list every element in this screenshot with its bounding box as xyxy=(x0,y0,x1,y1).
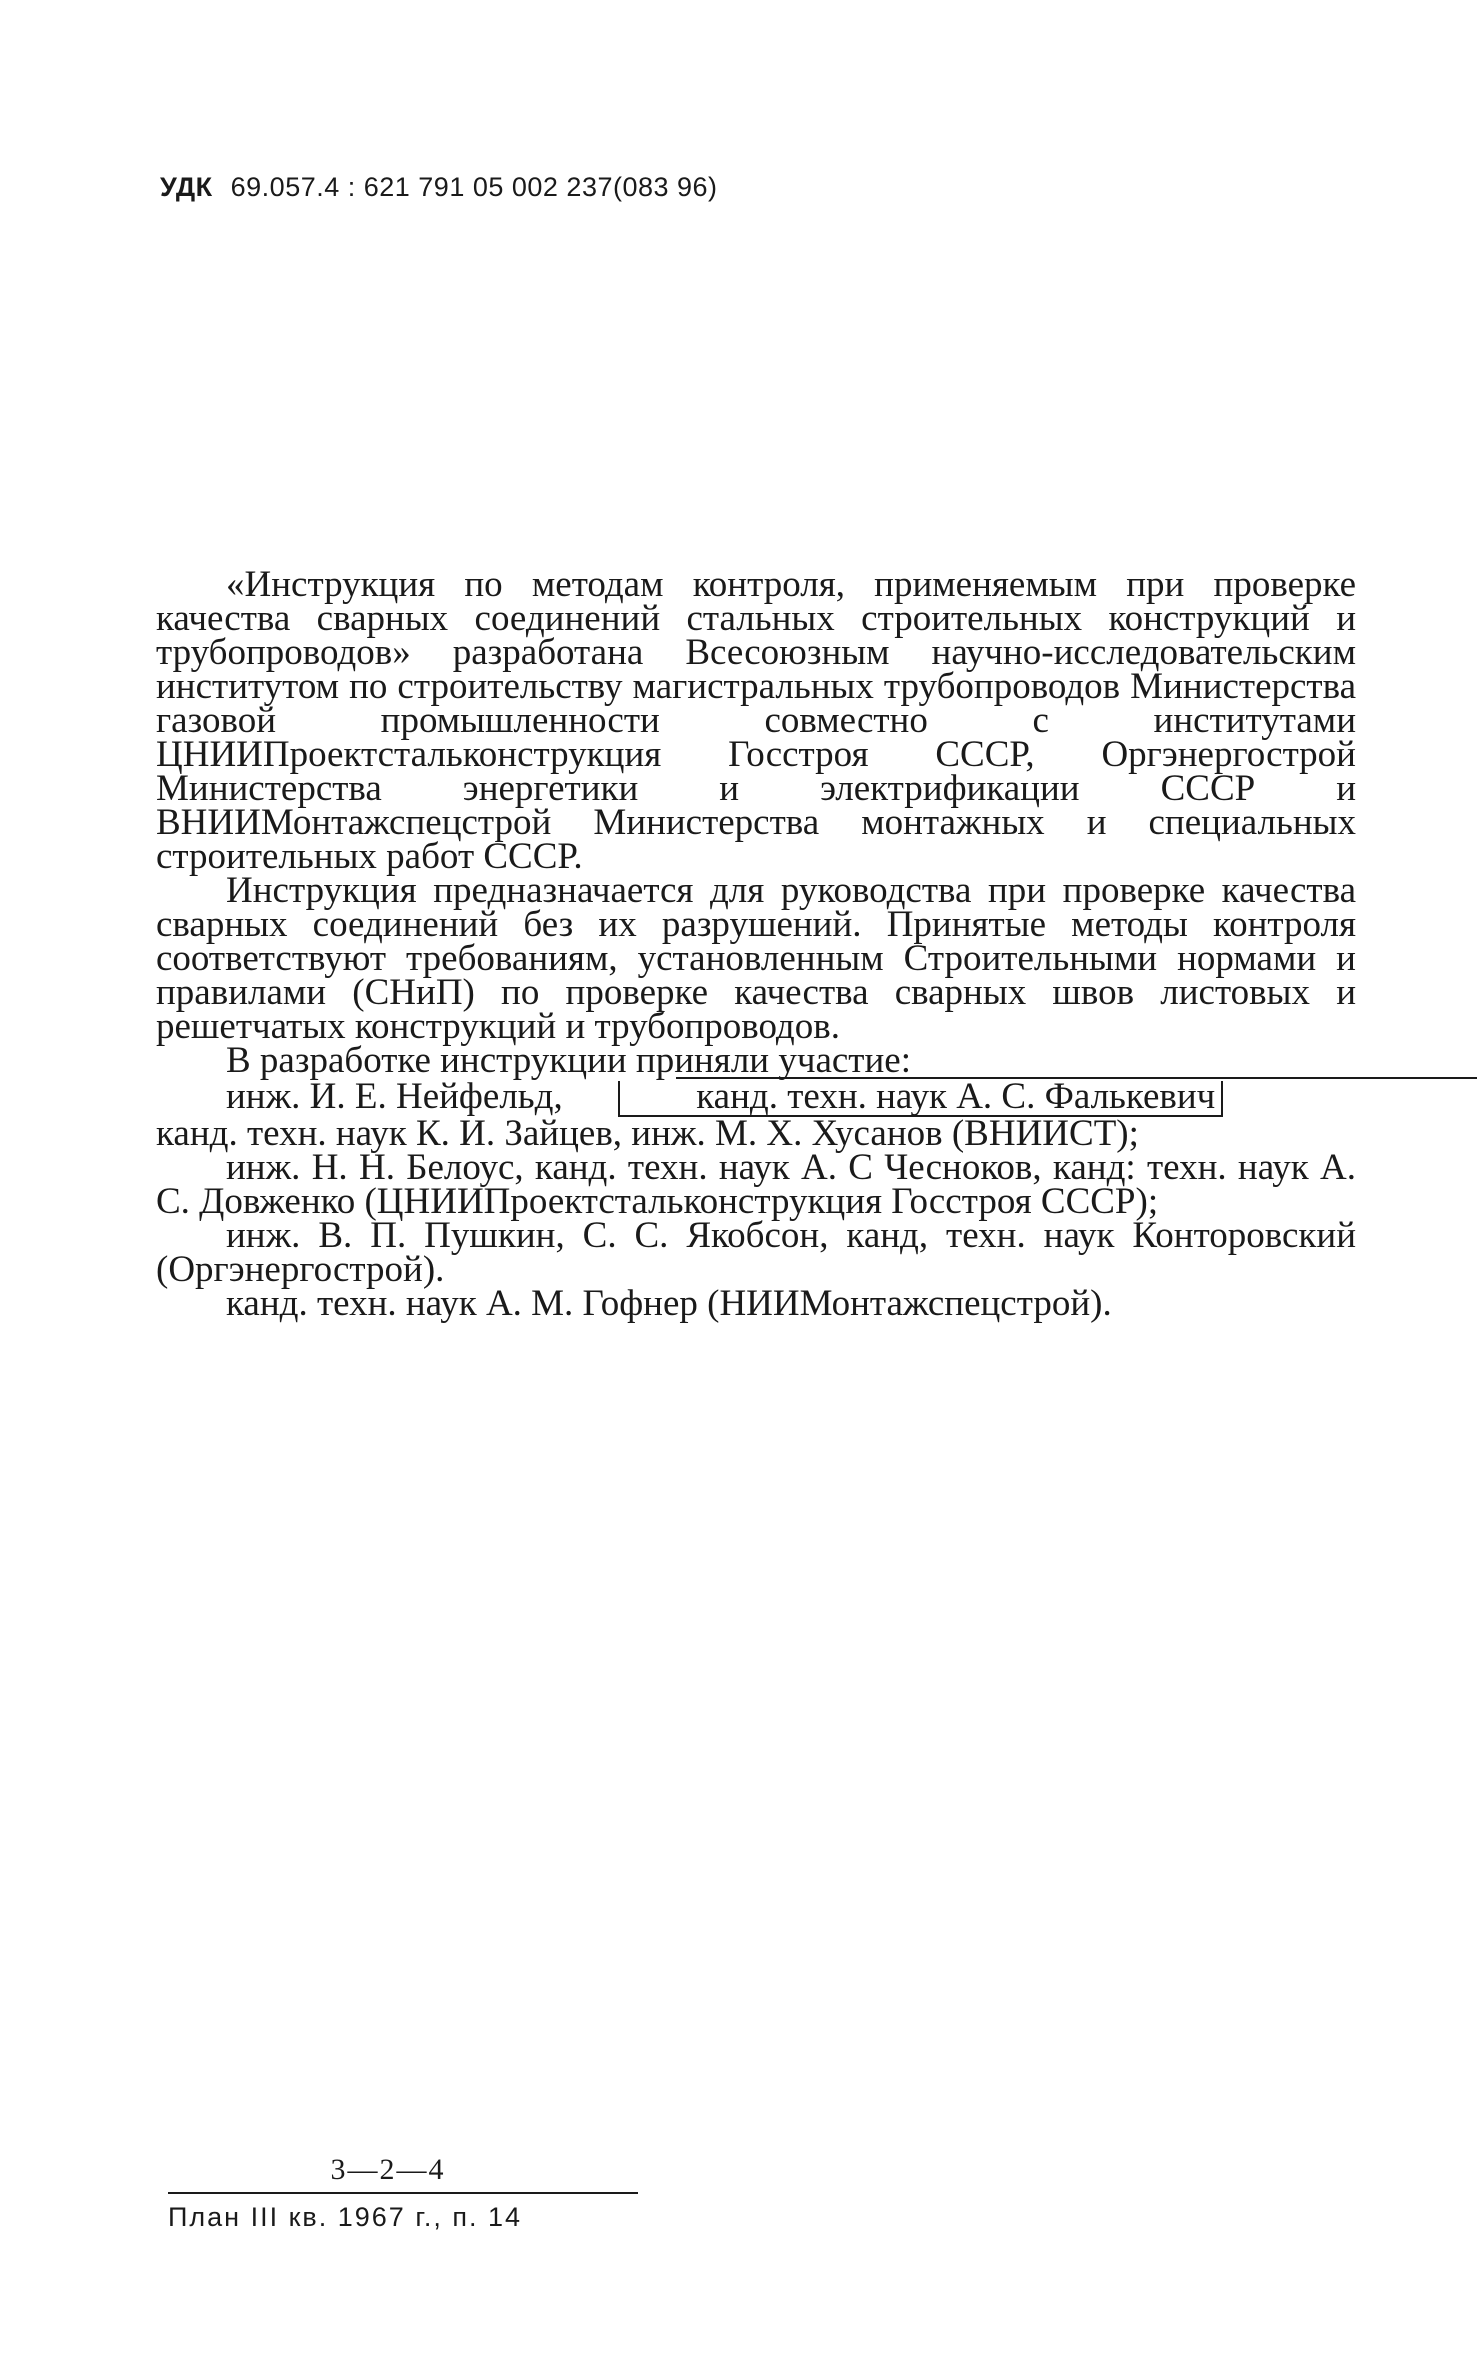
udk-line xyxy=(160,172,718,203)
participants-first-line xyxy=(156,1076,1356,1117)
paragraph-authorship: «Инструкция по методам контроля, применяемым при проверке качества сварных соединений стальных строительных конструкций и трубопроводов» разработана Всесоюзным научно-исследовательским институтом по строительству магистральных трубопроводов Министерства газовой промышленности совместно с институтами ЦНИИПроектстальконструкция Госстроя СССР, Оргэнергострой Министерства энергетики и электрификации СССР и ВНИИМонтажспецстрой Министерства монтажных и специальных строительных работ СССР. xyxy=(156,564,1356,877)
footer-code: 3—2—4 xyxy=(330,2153,446,2186)
participants-rule xyxy=(676,1077,1477,1079)
udk-label: УДК xyxy=(160,172,213,202)
document-body xyxy=(156,564,1356,1324)
udk-code: 69.057.4 : 621 791 05 002 237(083 96) xyxy=(230,172,718,202)
footer-plan: План III кв. 1967 г., п. 14 xyxy=(168,2202,523,2232)
footer-rule xyxy=(168,2192,638,2194)
participant-falkevich-boxed: канд. техн. наук А. С. Фалькевич xyxy=(618,1081,1223,1117)
paragraph-purpose: Инструкция предназначается для руководства при проверке качества сварных соединений без их разрушений. Принятые методы контроля соответствуют требованиям, установленным Строительными нормами и правилами (СНиП) по проверке качества сварных швов листовых и решетчатых конструкций и трубопроводов. xyxy=(156,870,1356,1047)
participants-intro: В разработке инструкции приняли участие: xyxy=(226,1040,911,1081)
footer xyxy=(168,2150,638,2233)
participant-neifeld: инж. И. Е. Нейфельд, xyxy=(226,1076,563,1117)
participants-line-2: инж. Н. Н. Белоус, канд. техн. наук А. С Чесноков, канд: техн. наук А. С. Довженко (ЦНИИПроектстальконструкция Госстроя СССР); xyxy=(156,1147,1356,1222)
participants-line-3: инж. В. П. Пушкин, С. С. Якобсон, канд, техн. наук Конторовский (Оргэнергострой). xyxy=(156,1215,1356,1290)
participants-line-1: канд. техн. наук К. И. Зайцев, инж. М. Х. Хусанов (ВНИИСТ); xyxy=(156,1113,1139,1154)
participants-line-4: канд. техн. наук А. М. Гофнер (НИИМонтажспецстрой). xyxy=(226,1283,1112,1324)
